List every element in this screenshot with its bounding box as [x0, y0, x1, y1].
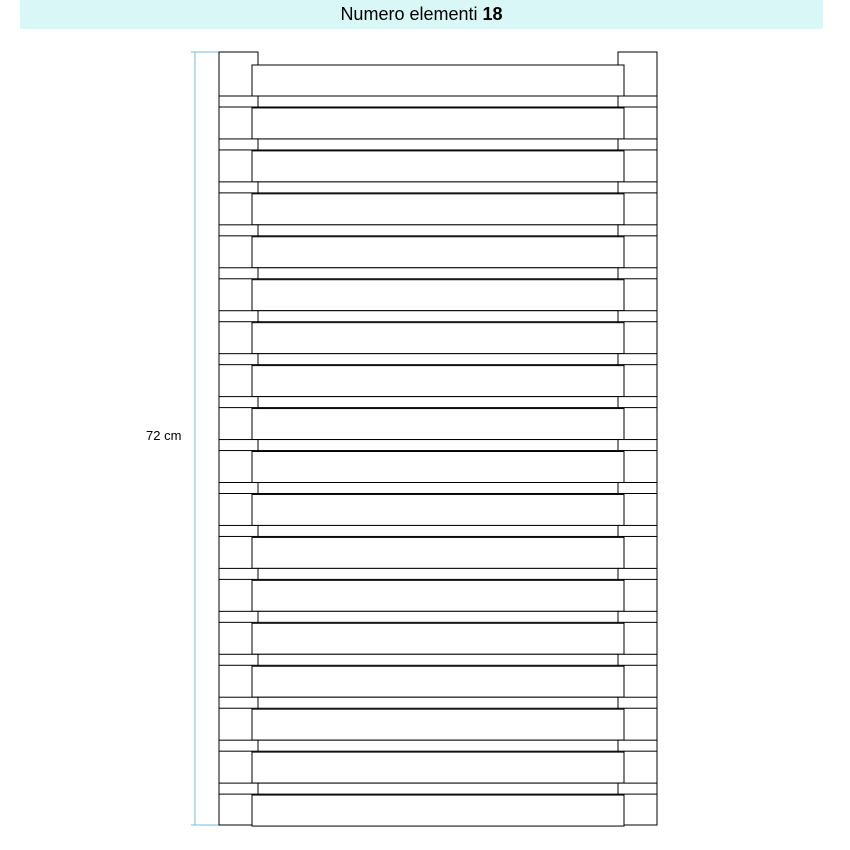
right-connector — [618, 697, 657, 708]
right-connector — [618, 182, 657, 193]
bar-gap-strip — [258, 397, 618, 408]
left-connector — [219, 783, 258, 794]
height-dimension-label: 72 cm — [146, 428, 182, 443]
radiator-bar — [252, 666, 624, 697]
bar-gap-strip — [258, 654, 618, 665]
bar-gap-strip — [258, 568, 618, 579]
right-connector — [618, 268, 657, 279]
radiator-bar — [252, 537, 624, 568]
radiator-bar — [252, 151, 624, 182]
radiator-bar — [252, 752, 624, 783]
left-connector — [219, 268, 258, 279]
right-connector — [618, 740, 657, 751]
left-connector — [219, 354, 258, 365]
right-connector — [618, 440, 657, 451]
right-connector — [618, 611, 657, 622]
element-count: 18 — [482, 4, 503, 24]
radiator-bar — [252, 65, 624, 96]
bar-gap-strip — [258, 525, 618, 536]
bar-gap-strip — [258, 182, 618, 193]
bar-gap-strip — [258, 611, 618, 622]
height-dimension — [191, 52, 219, 825]
left-connector — [219, 611, 258, 622]
radiator-bar — [252, 452, 624, 483]
radiator-bar — [252, 580, 624, 611]
bar-gap-strip — [258, 139, 618, 150]
radiator-bar — [252, 323, 624, 354]
left-connector — [219, 182, 258, 193]
radiator-bar — [252, 280, 624, 311]
left-connector — [219, 654, 258, 665]
left-connector — [219, 697, 258, 708]
header-label: Numero elementi — [340, 4, 478, 24]
left-connector — [219, 397, 258, 408]
left-connector — [219, 96, 258, 107]
right-connector — [618, 654, 657, 665]
bar-gap-strip — [258, 697, 618, 708]
left-connector — [219, 139, 258, 150]
bar-gap-strip — [258, 740, 618, 751]
left-connector — [219, 483, 258, 494]
bar-gap-strip — [258, 354, 618, 365]
bar-gap-strip — [258, 268, 618, 279]
radiator-bar — [252, 795, 624, 826]
right-connector — [618, 483, 657, 494]
radiator-bar — [252, 108, 624, 139]
left-connector — [219, 740, 258, 751]
right-connector — [618, 311, 657, 322]
right-connector — [618, 354, 657, 365]
radiator-bar — [252, 709, 624, 740]
right-connector — [618, 139, 657, 150]
radiator-bar — [252, 194, 624, 225]
left-connector — [219, 525, 258, 536]
bar-gap-strip — [258, 440, 618, 451]
right-connector — [618, 225, 657, 236]
right-connector — [618, 783, 657, 794]
right-connector — [618, 96, 657, 107]
left-connector — [219, 225, 258, 236]
right-connector — [618, 525, 657, 536]
left-connector — [219, 440, 258, 451]
radiator-bar — [252, 366, 624, 397]
radiator — [219, 52, 657, 826]
radiator-bar — [252, 623, 624, 654]
left-connector — [219, 311, 258, 322]
radiator-bar — [252, 237, 624, 268]
left-connector — [219, 568, 258, 579]
bar-gap-strip — [258, 311, 618, 322]
bar-gap-strip — [258, 783, 618, 794]
bar-gap-strip — [258, 483, 618, 494]
radiator-bar — [252, 494, 624, 525]
radiator-bar — [252, 409, 624, 440]
bar-gap-strip — [258, 225, 618, 236]
right-connector — [618, 397, 657, 408]
right-connector — [618, 568, 657, 579]
bar-gap-strip — [258, 96, 618, 107]
